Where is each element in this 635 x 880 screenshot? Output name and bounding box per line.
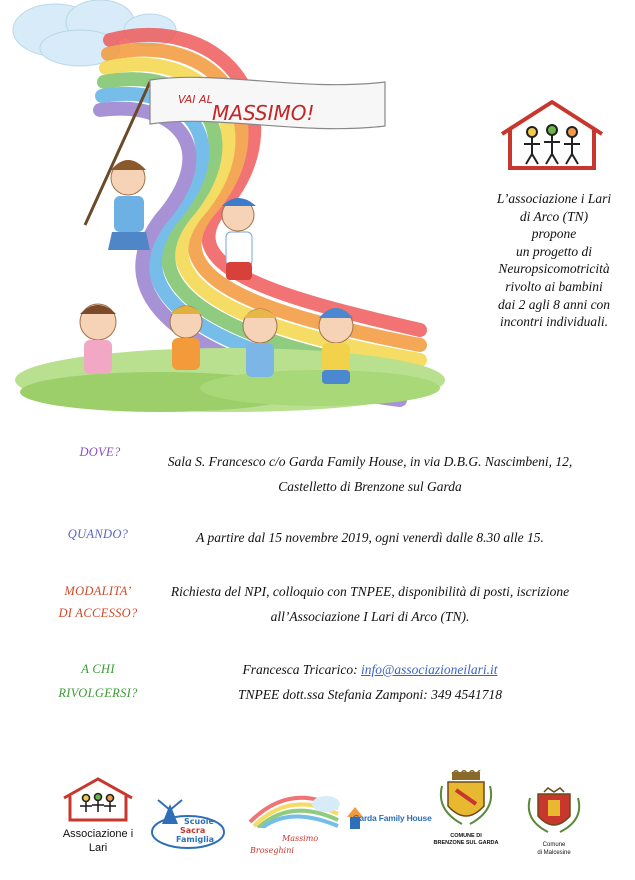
garda-caption: Garda Family House bbox=[353, 813, 432, 823]
scuole-sacra-famiglia-logo bbox=[148, 796, 226, 854]
malcesine-crest-icon bbox=[520, 786, 588, 836]
child-figure bbox=[108, 160, 150, 250]
massimo-broseghini-logo bbox=[244, 788, 342, 856]
brenzone-crest-logo bbox=[432, 770, 500, 850]
scuole-text-1: Scuole bbox=[184, 817, 214, 826]
lari-house-icon bbox=[58, 776, 138, 822]
value-quando bbox=[135, 525, 605, 550]
intro-line: incontri individuali. bbox=[500, 314, 608, 330]
label-quando: QUANDO? bbox=[67, 527, 129, 541]
label-dove: DOVE? bbox=[79, 445, 121, 459]
label-contatti: A CHI RIVOLGERSI? bbox=[58, 662, 138, 700]
lari-bottom-logo bbox=[58, 776, 138, 856]
brenzone-caption-1: COMUNE DI bbox=[450, 833, 482, 839]
windmill-icon bbox=[148, 796, 226, 854]
rainbow-children-illustration bbox=[0, 0, 470, 425]
massimo-caption-2: Broseghini bbox=[250, 846, 294, 855]
scuole-text-2: Sacra bbox=[180, 826, 206, 835]
malcesine-caption-2: di Malcesine bbox=[537, 850, 571, 856]
scuole-text-3: Famiglia bbox=[176, 835, 215, 844]
intro-line: rivolto ai bambini bbox=[505, 278, 603, 294]
value-modalita bbox=[135, 579, 605, 629]
brenzone-crest-icon bbox=[432, 770, 500, 828]
grass-illustration bbox=[15, 348, 445, 412]
contact-line-1 bbox=[135, 657, 605, 682]
intro-line: dai 2 agli 8 anni con bbox=[497, 296, 611, 312]
intro-line: un progetto di bbox=[516, 243, 592, 259]
contact-name-1: Francesca Tricarico: bbox=[242, 662, 358, 677]
garda-family-house-logo bbox=[345, 803, 432, 839]
label-modalita: MODALITA’ DI ACCESSO? bbox=[58, 584, 138, 620]
lari-caption-1: Associazione i bbox=[62, 828, 134, 840]
quando-line-1: A partire dal 15 novembre 2019, ogni venerdì dalle 8.30 alle 15. bbox=[196, 530, 544, 545]
contact-line-2: TNPEE dott.ssa Stefania Zamponi: 349 4541718 bbox=[237, 687, 502, 702]
intro-line: L’associazione i Lari bbox=[496, 191, 612, 206]
massimo-caption-1: Massimo bbox=[282, 834, 319, 843]
value-contatti bbox=[135, 657, 605, 707]
malcesine-caption-1: Comune bbox=[542, 842, 566, 848]
intro-text bbox=[478, 190, 630, 331]
banner-text-main: MASSIMO! bbox=[212, 101, 315, 125]
banner-text-top: VAI AL bbox=[178, 93, 213, 106]
child-figure bbox=[80, 304, 116, 374]
malcesine-crest-logo bbox=[520, 786, 588, 858]
brenzone-caption-2: BRENZONE SUL GARDA bbox=[433, 840, 499, 846]
intro-line: Neuropsicomotricità bbox=[498, 261, 610, 277]
mini-rainbow-icon bbox=[244, 788, 342, 828]
child-figure bbox=[222, 198, 256, 280]
value-dove bbox=[135, 449, 605, 499]
child-figure bbox=[319, 308, 353, 384]
lari-house-logo bbox=[498, 98, 606, 172]
email-link[interactable]: info@associazioneilari.it bbox=[360, 662, 498, 677]
intro-line: di Arco (TN) bbox=[519, 208, 589, 224]
intro-line: propone bbox=[531, 226, 577, 242]
modalita-line-2: all’Associazione I Lari di Arco (TN). bbox=[270, 609, 470, 624]
dove-line-2: Castelletto di Brenzone sul Garda bbox=[278, 479, 462, 494]
lari-caption-2: Lari bbox=[88, 842, 108, 854]
dove-line-1: Sala S. Francesco c/o Garda Family House, in via D.B.G. Nascimbeni, 12, bbox=[167, 454, 573, 469]
modalita-line-1: Richiesta del NPI, colloquio con TNPEE, disponibilità di posti, iscrizione bbox=[170, 584, 570, 599]
